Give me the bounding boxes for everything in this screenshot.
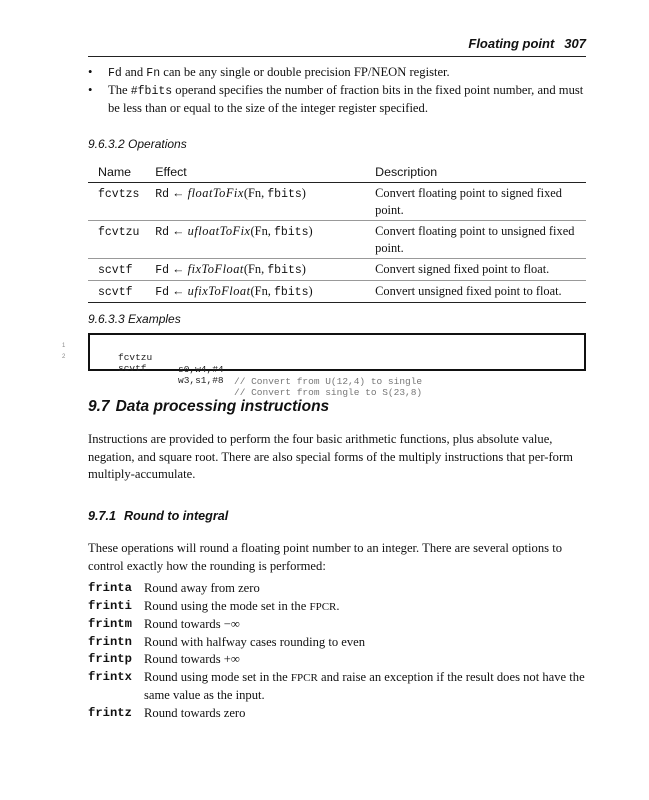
instruction-description: Convert floating point to unsigned fixed point. xyxy=(375,221,586,259)
definition-term: frintp xyxy=(88,652,132,666)
bullet-item xyxy=(88,82,586,117)
bullet-list xyxy=(88,64,586,117)
definition-desc: Round towards −∞ xyxy=(144,617,240,631)
code-listing xyxy=(88,333,586,398)
inline-code: Fn xyxy=(146,67,161,80)
definition-item xyxy=(88,651,586,669)
bullet-text: The #fbits operand specifies the number of fraction bits in the fixed point number, and must be less than or equal to the size of the integer register specified. xyxy=(108,83,584,115)
operations-table xyxy=(88,163,586,303)
section-title: Data processing instructions xyxy=(115,398,330,415)
code-operands: s0,w4,#4 xyxy=(178,364,224,375)
effect-arg-code: fbits xyxy=(273,286,309,299)
definition-item xyxy=(88,705,586,723)
bullet-icon: • xyxy=(88,83,93,97)
effect-arg-code: fbits xyxy=(267,264,302,277)
table-row xyxy=(88,259,586,281)
assign-arrow-icon: ← xyxy=(169,224,188,238)
rounding-mode-list xyxy=(88,580,586,722)
definition-item xyxy=(88,598,586,617)
definition-item xyxy=(88,580,586,598)
effect-function: ufixToFloat xyxy=(187,284,251,298)
subsection-heading xyxy=(88,509,228,523)
subsection-title: Round to integral xyxy=(124,509,229,523)
bullet-text: Fd and Fn can be any single or double precision FP/NEON register. xyxy=(108,65,450,80)
code-line-number: 2 xyxy=(62,354,66,360)
definition-term: frintm xyxy=(88,617,132,631)
section-number: 9.7 xyxy=(88,398,110,415)
definition-term: frintz xyxy=(88,705,132,720)
instruction-name xyxy=(88,183,155,221)
instruction-name xyxy=(88,281,155,303)
definition-desc: Round towards +∞ xyxy=(144,652,240,666)
definition-item xyxy=(88,669,586,705)
effect-dest: Rd xyxy=(155,226,170,239)
instruction-effect xyxy=(155,281,375,303)
definition-desc: Round using mode set in the FPCR and raise an exception if the result does not have the same value as the input. xyxy=(144,669,585,702)
instruction-mnemonic: scvtf xyxy=(98,286,133,299)
register-name: FPCR xyxy=(290,671,318,684)
instruction-name xyxy=(88,221,155,259)
effect-args: (Fn, fbits) xyxy=(250,284,313,299)
definition-term: frintn xyxy=(88,634,132,649)
effect-dest: Rd xyxy=(155,188,170,201)
definition-desc: Round away from zero xyxy=(144,581,260,595)
definition-term: frintx xyxy=(88,669,132,684)
page-number: 307 xyxy=(564,36,586,51)
code-opcode: scvtf xyxy=(118,363,147,374)
code-comment: // Convert from U(12,4) to single xyxy=(234,376,423,387)
bullet-icon: • xyxy=(88,65,93,79)
table-row xyxy=(88,281,586,303)
section-heading xyxy=(88,398,329,416)
running-header xyxy=(88,36,586,57)
register-name: FPCR xyxy=(309,600,337,613)
instruction-effect xyxy=(155,221,375,259)
effect-arg-code: fbits xyxy=(267,188,302,201)
definition-item xyxy=(88,616,586,634)
effect-arg-code: fbits xyxy=(273,226,309,239)
examples-heading: 9.6.3.3 Examples xyxy=(88,312,181,326)
col-effect-header: Effect xyxy=(155,163,375,183)
instruction-mnemonic: fcvtzu xyxy=(98,226,140,239)
instruction-effect xyxy=(155,183,375,221)
definition-term: frinti xyxy=(88,598,132,613)
definition-desc: Round with halfway cases rounding to even xyxy=(144,634,366,649)
assign-arrow-icon: ← xyxy=(169,284,188,298)
code-line-number: 1 xyxy=(62,343,66,349)
effect-args: (Fn, fbits) xyxy=(243,186,306,201)
code-comment: // Convert from single to S(23,8) xyxy=(234,387,423,398)
effect-function: fixToFloat xyxy=(187,262,244,276)
definition-item xyxy=(88,634,586,652)
effect-dest: Fd xyxy=(155,286,170,299)
instruction-name xyxy=(88,259,155,281)
paragraph: These operations will round a floating point number to an integer. There are several options to control exactly how the rounding is performed: xyxy=(88,541,562,573)
paragraph: Instructions are provided to perform the four basic arithmetic functions, plus absolute value, negation, and square root. There are also special forms of the multiply instructions that per-form multiply-accumulate. xyxy=(88,432,573,481)
effect-args: (Fn, fbits) xyxy=(250,224,313,239)
code-opcode: fcvtzu xyxy=(118,352,153,363)
definition-term: frinta xyxy=(88,581,132,595)
definition-desc: Round using the mode set in the FPCR. xyxy=(144,598,340,613)
instruction-description: Convert floating point to signed fixed point. xyxy=(375,183,586,221)
instruction-mnemonic: fcvtzs xyxy=(98,188,140,201)
bullet-item xyxy=(88,64,586,82)
table-row xyxy=(88,221,586,259)
instruction-effect xyxy=(155,259,375,281)
effect-function: ufloatToFix xyxy=(187,224,251,238)
instruction-description: Convert signed fixed point to float. xyxy=(375,259,586,281)
col-description-header: Description xyxy=(375,163,586,183)
inline-code: #fbits xyxy=(130,85,173,98)
table-row xyxy=(88,183,586,221)
running-title: Floating point 307 xyxy=(468,36,586,51)
inline-code: Fd xyxy=(108,67,122,80)
instruction-description: Convert unsigned fixed point to float. xyxy=(375,281,586,303)
effect-function: floatToFix xyxy=(187,186,244,200)
effect-dest: Fd xyxy=(155,264,170,277)
effect-args: (Fn, fbits) xyxy=(243,262,306,277)
col-name-header: Name xyxy=(88,163,155,183)
operations-heading: 9.6.3.2 Operations xyxy=(88,137,187,151)
instruction-mnemonic: scvtf xyxy=(98,264,133,277)
subsection-number: 9.7.1 xyxy=(88,509,117,523)
definition-desc: Round towards zero xyxy=(144,705,246,720)
code-operands: w3,s1,#8 xyxy=(178,375,224,386)
assign-arrow-icon: ← xyxy=(169,262,188,276)
assign-arrow-icon: ← xyxy=(169,186,188,200)
